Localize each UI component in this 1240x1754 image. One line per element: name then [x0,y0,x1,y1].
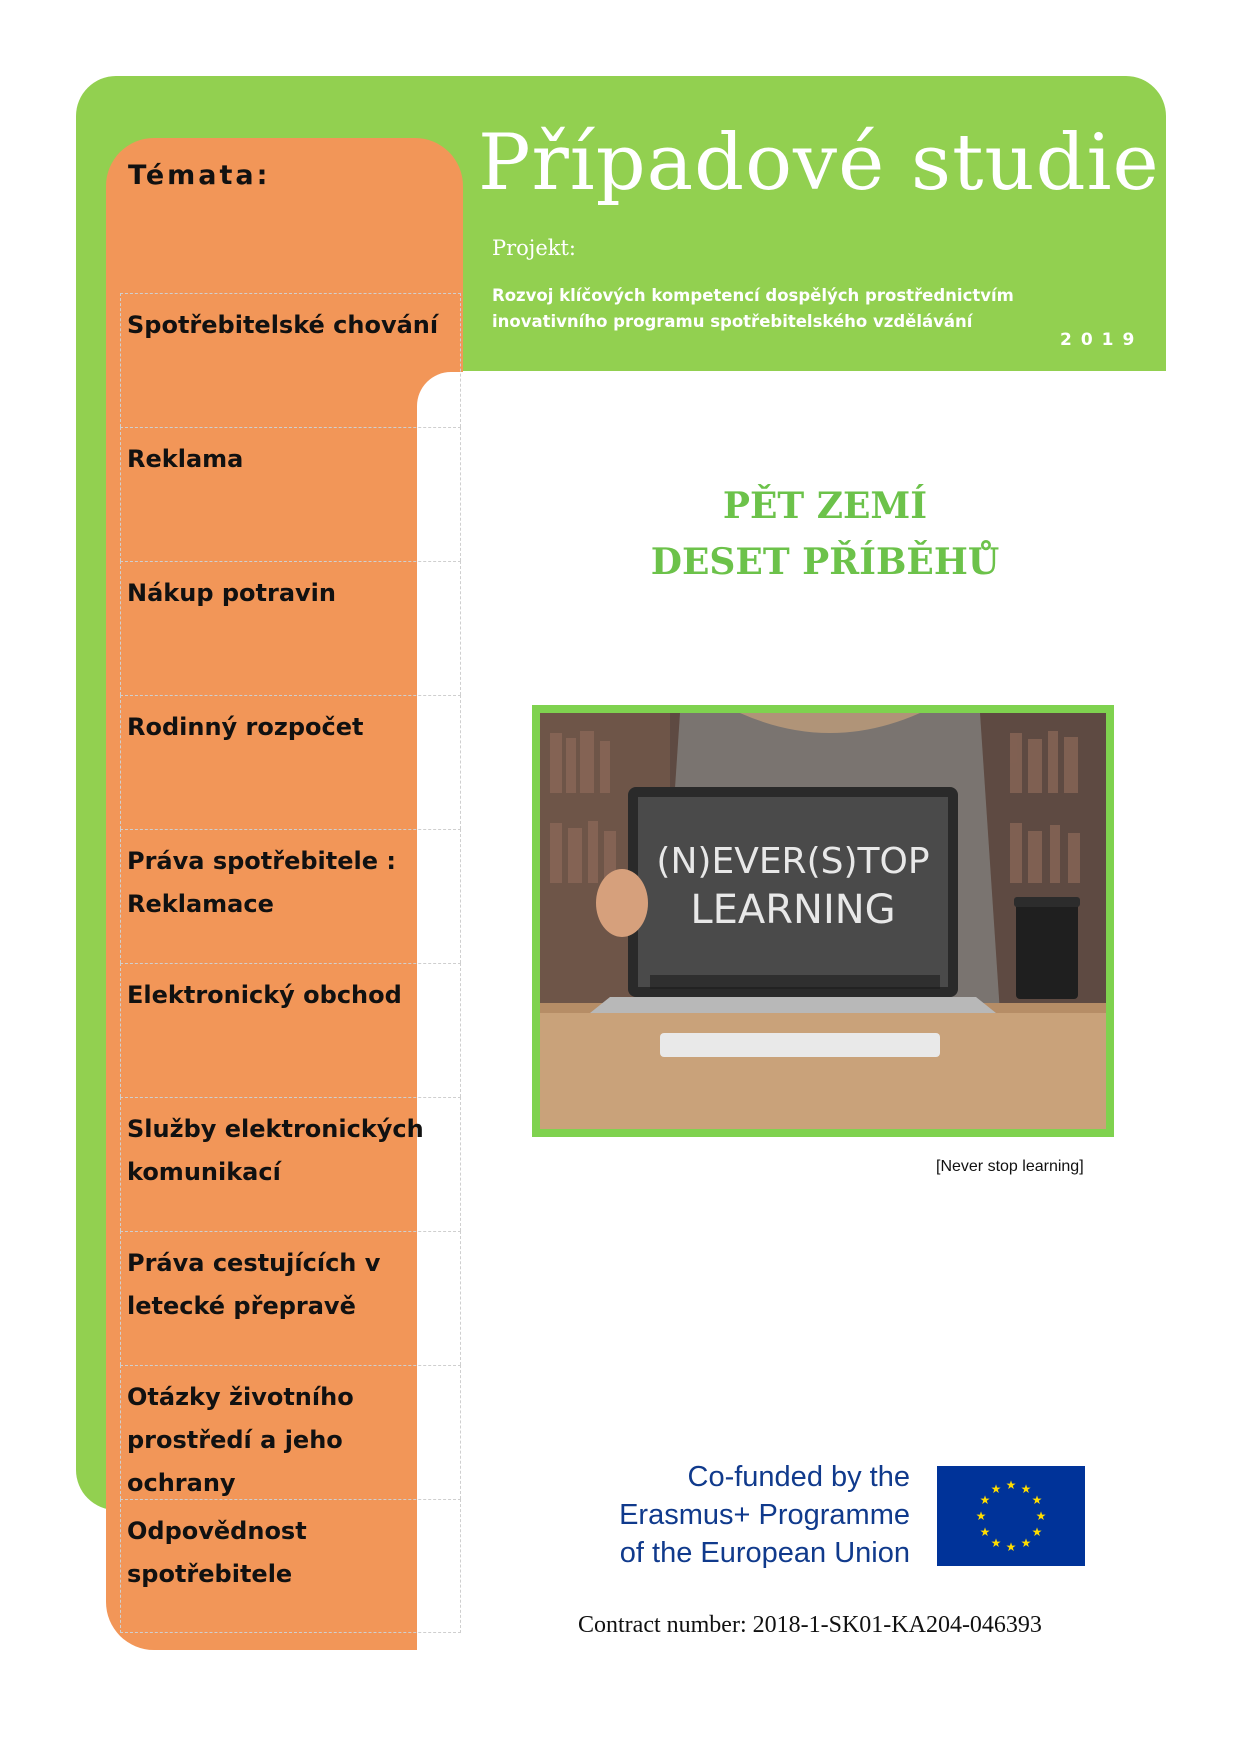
topic-label: Otázky životního prostředí a jeho ochrany [127,1383,354,1497]
topic-label: Práva spotřebitele : Reklamace [127,847,396,918]
topic-item [120,963,461,1097]
svg-text:★: ★ [1020,1482,1032,1496]
topic-label: Práva cestujících v letecké přepravě [127,1249,381,1320]
topic-item [120,293,461,427]
cofunded-text [586,1458,910,1572]
topic-item [120,695,461,829]
topic-item [120,829,461,963]
screen-text-line-1: (N)EVER(S)TOP [656,841,930,882]
svg-text:★: ★ [1005,1478,1017,1492]
topic-label: Nákup potravin [127,579,336,607]
subtitle-line-2: DESET PŘÍBĚHŮ [650,541,1000,583]
topic-item [120,1097,461,1231]
page-title: Případové studie [478,118,1160,208]
laptop-photo [540,713,1106,1129]
topic-item [120,427,461,561]
contract-number: Contract number: 2018-1-SK01-KA204-046393 [578,1612,1042,1638]
photo-caption: [Never stop learning] [936,1158,1084,1175]
svg-text:★: ★ [990,1536,1002,1550]
svg-text:★: ★ [1020,1536,1032,1550]
year: 2019 [1060,330,1144,350]
topic-label: Odpovědnost spotřebitele [127,1517,307,1588]
svg-text:★: ★ [979,1493,991,1507]
laptop-illustration [540,713,1106,1129]
cofunded-line-3: of the European Union [619,1537,910,1569]
topic-item [120,1231,461,1365]
svg-text:★: ★ [990,1482,1002,1496]
screen-text-line-2: LEARNING [690,887,896,933]
topic-label: Elektronický obchod [127,981,402,1009]
topic-item [120,1365,461,1499]
svg-text:★: ★ [1005,1540,1017,1554]
subtitle-line-1: PĚT ZEMÍ [722,485,928,527]
cofunded-line-1: Co-funded by the [687,1461,910,1493]
svg-text:★: ★ [975,1509,987,1523]
topic-label: Reklama [127,445,244,473]
topic-label: Spotřebitelské chování [127,311,439,339]
sidebar-title: Témata: [128,160,271,191]
svg-text:★: ★ [979,1525,991,1539]
topic-label: Rodinný rozpočet [127,713,364,741]
cofunded-line-2: Erasmus+ Programme [619,1499,910,1531]
topic-label: Služby elektronických komunikací [127,1115,424,1186]
svg-text:★: ★ [1031,1525,1043,1539]
svg-text:★: ★ [1031,1493,1043,1507]
photo-frame [532,705,1114,1137]
project-label: Projekt: [492,236,576,260]
project-description: Rozvoj klíčových kompetencí dospělých prostřednictvím inovativního programu spotřebitelského vzdělávání [492,286,1014,331]
eu-flag-icon [937,1466,1085,1566]
svg-text:★: ★ [1035,1509,1047,1523]
topic-item [120,561,461,695]
topic-item [120,1499,461,1633]
